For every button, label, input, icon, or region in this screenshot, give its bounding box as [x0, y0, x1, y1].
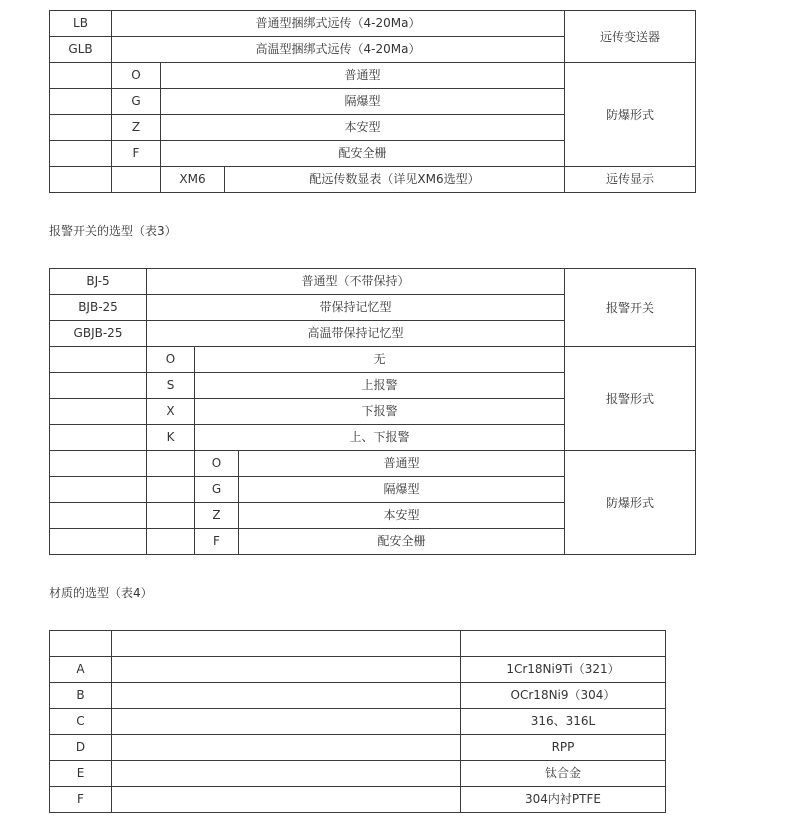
switch-description: 带保持记忆型 — [147, 295, 565, 321]
display-description: 配远传数显表（详见XM6选型） — [225, 167, 565, 193]
table-row — [50, 709, 666, 735]
explosion-description: 隔爆型 — [161, 89, 565, 115]
explosion-description: 配安全栅 — [239, 529, 565, 555]
explosion-code: G — [195, 477, 239, 503]
explosion-description: 配安全栅 — [161, 141, 565, 167]
explosion-code: O — [195, 451, 239, 477]
material-table — [49, 630, 666, 813]
explosion-description: 本安型 — [239, 503, 565, 529]
switch-code: GBJB-25 — [50, 321, 147, 347]
table-header-row — [50, 631, 666, 657]
empty-cell — [50, 373, 147, 399]
empty-cell — [112, 167, 161, 193]
table-row — [50, 761, 666, 787]
table-row — [50, 347, 696, 373]
alarm-description: 上、下报警 — [195, 425, 565, 451]
empty-cell — [50, 631, 112, 657]
material-code: D — [50, 735, 112, 761]
material-name: 304内衬PTFE — [461, 787, 666, 813]
material-name: 316、316L — [461, 709, 666, 735]
empty-cell — [50, 167, 112, 193]
empty-cell — [50, 347, 147, 373]
group-label-explosion: 防爆形式 — [565, 451, 696, 555]
group-label-display: 远传显示 — [565, 167, 696, 193]
explosion-code: F — [112, 141, 161, 167]
empty-cell — [112, 657, 461, 683]
group-label-switch: 报警开关 — [565, 269, 696, 347]
table-row — [50, 451, 696, 477]
empty-cell — [112, 683, 461, 709]
empty-cell — [50, 89, 112, 115]
empty-cell — [50, 529, 147, 555]
display-code: XM6 — [161, 167, 225, 193]
explosion-code: Z — [112, 115, 161, 141]
material-code: F — [50, 787, 112, 813]
table-row — [50, 683, 666, 709]
empty-cell — [147, 529, 195, 555]
switch-code: BJB-25 — [50, 295, 147, 321]
explosion-description: 普通型 — [161, 63, 565, 89]
table-row — [50, 269, 696, 295]
table-row — [50, 63, 696, 89]
alarm-code: K — [147, 425, 195, 451]
empty-cell — [50, 115, 112, 141]
empty-cell — [112, 709, 461, 735]
alarm-description: 上报警 — [195, 373, 565, 399]
alarm-switch-table — [49, 268, 696, 555]
model-description: 高温型捆绑式远传（4-20Ma） — [112, 37, 565, 63]
explosion-code: G — [112, 89, 161, 115]
group-label-transmitter: 远传变送器 — [565, 11, 696, 63]
empty-cell — [50, 141, 112, 167]
material-name: OCr18Ni9（304） — [461, 683, 666, 709]
explosion-description: 本安型 — [161, 115, 565, 141]
table-row — [50, 787, 666, 813]
empty-cell — [147, 477, 195, 503]
model-description: 普通型捆绑式远传（4-20Ma） — [112, 11, 565, 37]
empty-cell — [50, 477, 147, 503]
empty-cell — [147, 503, 195, 529]
empty-cell — [50, 503, 147, 529]
alarm-description: 下报警 — [195, 399, 565, 425]
alarm-description: 无 — [195, 347, 565, 373]
material-code: B — [50, 683, 112, 709]
switch-description: 高温带保持记忆型 — [147, 321, 565, 347]
table-row — [50, 657, 666, 683]
group-label-alarm: 报警形式 — [565, 347, 696, 451]
model-code: GLB — [50, 37, 112, 63]
alarm-code: X — [147, 399, 195, 425]
empty-cell — [50, 63, 112, 89]
empty-cell — [112, 761, 461, 787]
table-row — [50, 735, 666, 761]
material-name: RPP — [461, 735, 666, 761]
empty-cell — [112, 735, 461, 761]
explosion-code: O — [112, 63, 161, 89]
table-row — [50, 167, 696, 193]
empty-cell — [147, 451, 195, 477]
empty-cell — [50, 399, 147, 425]
empty-cell — [50, 451, 147, 477]
group-label-explosion: 防爆形式 — [565, 63, 696, 167]
table-row — [50, 11, 696, 37]
empty-cell — [50, 425, 147, 451]
empty-cell — [112, 787, 461, 813]
material-name: 钛合金 — [461, 761, 666, 787]
material-code: C — [50, 709, 112, 735]
alarm-code: S — [147, 373, 195, 399]
alarm-code: O — [147, 347, 195, 373]
model-code: LB — [50, 11, 112, 37]
table3-caption: 报警开关的选型（表3） — [49, 224, 177, 238]
material-name: 1Cr18Ni9Ti（321） — [461, 657, 666, 683]
table4-caption: 材质的选型（表4） — [49, 586, 153, 600]
explosion-description: 隔爆型 — [239, 477, 565, 503]
switch-code: BJ-5 — [50, 269, 147, 295]
explosion-code: F — [195, 529, 239, 555]
material-code: A — [50, 657, 112, 683]
empty-cell — [461, 631, 666, 657]
explosion-description: 普通型 — [239, 451, 565, 477]
explosion-code: Z — [195, 503, 239, 529]
switch-description: 普通型（不带保持） — [147, 269, 565, 295]
remote-transmitter-table — [49, 10, 696, 193]
material-code: E — [50, 761, 112, 787]
empty-cell — [112, 631, 461, 657]
